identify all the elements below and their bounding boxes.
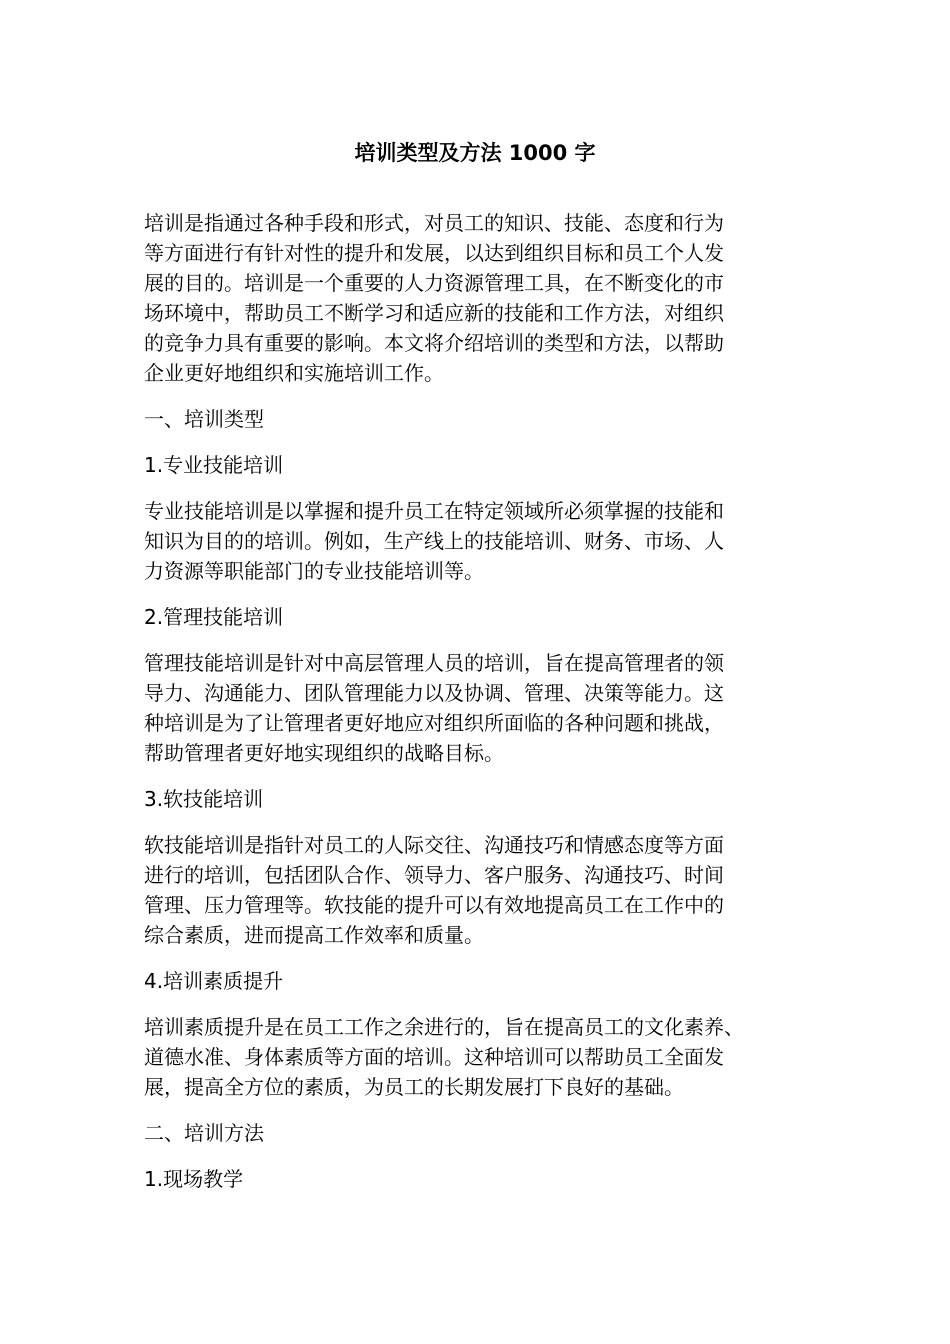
text-line: 专业技能培训是以掌握和提升员工在特定领域所必须掌握的技能和: [144, 499, 724, 523]
text-line: 帮助管理者更好地实现组织的战略目标。: [144, 741, 504, 765]
section-heading-training-methods: 二、培训方法: [144, 1121, 264, 1145]
text-line: 展，提高全方位的素质，为员工的长期发展打下良好的基础。: [144, 1075, 684, 1099]
text-line: 培训是指通过各种手段和形式，对员工的知识、技能、态度和行为: [144, 211, 724, 235]
subheading-quality-improvement: 4.培训素质提升: [144, 969, 284, 993]
subheading-management-skills: 2.管理技能培训: [144, 605, 284, 629]
text-line: 管理、压力管理等。软技能的提升可以有效地提高员工在工作中的: [144, 893, 724, 917]
text-line: 展的目的。培训是一个重要的人力资源管理工具，在不断变化的市: [144, 271, 724, 295]
paragraph-quality-improvement: [144, 1012, 808, 1102]
text-line: 企业更好地组织和实施培训工作。: [144, 361, 444, 385]
text-line: 进行的培训，包括团队合作、领导力、客户服务、沟通技巧、时间: [144, 863, 724, 887]
paragraph-soft-skills: [144, 830, 808, 950]
text-line: 综合素质，进而提高工作效率和质量。: [144, 923, 484, 947]
subheading-professional-skills: 1.专业技能培训: [144, 453, 284, 477]
text-line: 培训素质提升是在员工工作之余进行的，旨在提高员工的文化素养、: [144, 1015, 744, 1039]
text-line: 场环境中，帮助员工不断学习和适应新的技能和工作方法，对组织: [144, 301, 724, 325]
text-line: 力资源等职能部门的专业技能培训等。: [144, 559, 484, 583]
text-line: 种培训是为了让管理者更好地应对组织所面临的各种问题和挑战，: [144, 711, 724, 735]
text-line: 导力、沟通能力、团队管理能力以及协调、管理、决策等能力。这: [144, 681, 724, 705]
document-title: 培训类型及方法 1000 字: [354, 141, 596, 165]
paragraph-professional-skills: [144, 496, 808, 586]
text-line: 道德水准、身体素质等方面的培训。这种培训可以帮助员工全面发: [144, 1045, 724, 1069]
text-line: 管理技能培训是针对中高层管理人员的培训，旨在提高管理者的领: [144, 651, 724, 675]
subheading-onsite-teaching: 1.现场教学: [144, 1167, 244, 1191]
text-line: 知识为目的的培训。例如，生产线上的技能培训、财务、市场、人: [144, 529, 724, 553]
section-heading-training-types: 一、培训类型: [144, 407, 264, 431]
subheading-soft-skills: 3.软技能培训: [144, 787, 264, 811]
document-body: [144, 208, 808, 1210]
paragraph-management-skills: [144, 648, 808, 768]
intro-paragraph: [144, 208, 808, 388]
text-line: 的竞争力具有重要的影响。本文将介绍培训的类型和方法，以帮助: [144, 331, 724, 355]
text-line: 等方面进行有针对性的提升和发展，以达到组织目标和员工个人发: [144, 241, 724, 265]
text-line: 软技能培训是指针对员工的人际交往、沟通技巧和情感态度等方面: [144, 833, 724, 857]
